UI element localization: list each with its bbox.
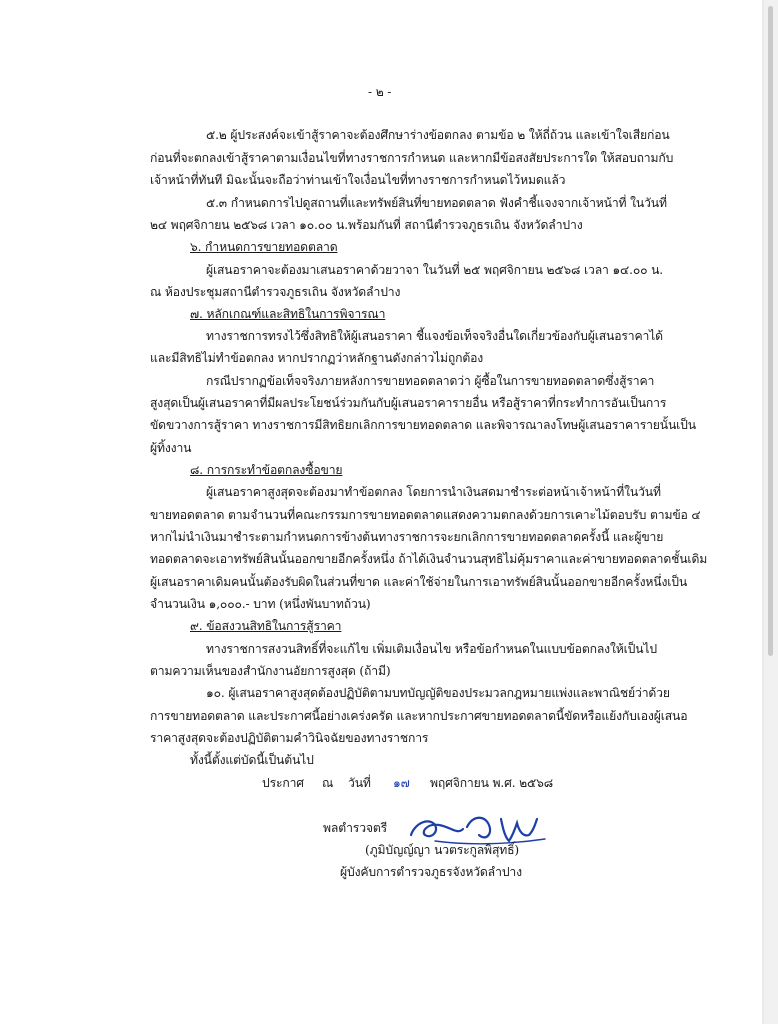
announce-at: ณ [322,776,334,790]
announce-day: ๑๗ [393,776,410,790]
clause-5-2-line-3: เจ้าหน้าที่ทันที มิฉะนั้นจะถือว่าท่านเข้าใจเงื่อนไขที่ทางราชการกำหนดไว้หมดแล้ว [150,173,566,187]
section-8-heading: ๘. การกระทำข้อตกลงซื้อขาย [190,463,343,477]
section-9-heading: ๙. ข้อสงวนสิทธิในการสู้ราคา [190,619,342,633]
section-8-line-6: จำนวนเงิน ๑,๐๐๐.- บาท (หนึ่งพันบาทถ้วน) [150,597,371,611]
vertical-scrollbar[interactable] [764,0,778,1024]
section-10-line-2: การขายทอดตลาด และประกาศนี้อย่างเคร่งครัด และหากประกาศขายทอดตลาดนี้ขัดหรือแย้งกับเองผู้เสนอ [150,709,688,723]
section-6-line-2: ณ ห้องประชุมสถานีตำรวจภูธรเถิน จังหวัดลำปาง [150,285,401,299]
section-9-line-2: ตามความเห็นของสำนักงานอัยการสูงสุด (ถ้ามี) [150,664,391,678]
announce-label: ประกาศ [262,776,304,790]
section-7-heading: ๗. หลักเกณฑ์และสิทธิในการพิจารณา [190,307,386,321]
section-10-line-3: ราคาสูงสุดจะต้องปฏิบัติตามคำวินิจฉัยของทางราชการ [150,731,429,745]
section-9-line-1: ทางราชการสงวนสิทธิ์ที่จะแก้ไข เพิ่มเติมเงื่อนไข หรือข้อกำหนดในแบบข้อตกลงให้เป็นไป [206,642,657,656]
section-7-p2-line-3: ขัดขวางการสู้ราคา ทางราชการมีสิทธิยกเลิกการขายทอดตลาด และพิจารณาลงโทษผู้เสนอราคารายนั้นเป็น [150,418,696,432]
section-8-line-4: ทอดตลาดจะเอาทรัพย์สินนั้นออกขายอีกครั้งหนึ่ง ถ้าได้เงินจำนวนสุทธิไม่คุ้มราคาและค่าขายทอดตลาดชั้นเดิม [150,552,708,566]
clause-5-3-line-2: ๒๔ พฤศจิกายน ๒๕๖๘ เวลา ๑๐.๐๐ น.พร้อมกันที่ สถานีตำรวจภูธรเถิน จังหวัดลำปาง [150,218,583,232]
announce-month-year: พฤศจิกายน พ.ศ. ๒๕๖๘ [430,776,553,790]
section-6-heading: ๖. กำหนดการขายทอดตลาด [190,240,338,254]
clause-5-2-line-2: ก่อนที่จะตกลงเข้าสู้ราคาตามเงื่อนไขที่ทางราชการกำหนด และหากมีข้อสงสัยประการใด ให้สอบถามกับ [150,151,674,165]
section-8-line-3: หากไม่นำเงินมาชำระตามกำหนดการข้างต้นทางราชการจะยกเลิกการขายทอดตลาดครั้งนี้ และผู้ขาย [150,530,664,544]
announce-day-label: วันที่ [348,776,371,790]
section-8-line-1: ผู้เสนอราคาสูงสุดจะต้องมาทำข้อตกลง โดยการนำเงินสดมาชำระต่อหน้าเจ้าหน้าที่ในวันที่ [206,485,661,499]
scrollbar-thumb[interactable] [768,6,773,656]
page-number: - ๒ - [368,85,392,99]
section-7-p2-line-4: ผู้ทิ้งงาน [150,441,192,455]
section-7-p2-line-1: กรณีปรากฏข้อเท็จจริงภายหลังการขายทอดตลาดว่า ผู้ซื้อในการขายทอดตลาดซึ่งสู้ราคา [206,374,655,388]
section-7-p1-line-1: ทางราชการทรงไว้ซึ่งสิทธิให้ผู้เสนอราคา ชี้แจงข้อเท็จจริงอื่นใดเกี่ยวข้องกับผู้เสนอราคาได้ [206,329,663,343]
section-8-line-2: ขายทอดตลาด ตามจำนวนที่คณะกรรมการขายทอดตลาดแสดงความตกลงด้วยการเคาะไม้ตอบรับ ตามข้อ ๔ [150,508,701,522]
clause-5-2-line-1: ๕.๒ ผู้ประสงค์จะเข้าสู้ราคาจะต้องศึกษาร่างข้อตกลง ตามข้อ ๒ ให้ถี่ถ้วน และเข้าใจเสียก่อน [206,128,670,142]
clause-5-3-line-1: ๕.๓ กำหนดการไปดูสถานที่และทรัพย์สินที่ขายทอดตลาด ฟังคำชี้แจงจากเจ้าหน้าที่ ในวันที่ [206,196,667,210]
closing-statement: ทั้งนี้ตั้งแต่บัดนี้เป็นต้นไป [190,753,314,767]
section-6-line-1: ผู้เสนอราคาจะต้องมาเสนอราคาด้วยวาจา ในวันที่ ๒๕ พฤศจิกายน ๒๕๖๘ เวลา ๑๔.๐๐ น. [206,263,664,277]
section-7-p2-line-2: สูงสุดเป็นผู้เสนอราคาที่มีผลประโยชน์ร่วมกันกับผู้เสนอราคารายอื่น หรือสู้ราคาที่กระทำการอันเป็นการ [150,396,667,410]
signatory-position: ผู้บังคับการตำรวจภูธรจังหวัดลำปาง [340,865,522,879]
section-7-p1-line-2: และมีสิทธิไม่ทำข้อตกลง หากปรากฏว่าหลักฐานดังกล่าวไม่ถูกต้อง [150,351,484,365]
section-10-line-1: ๑๐. ผู้เสนอราคาสูงสุดต้องปฏิบัติตามบทบัญญัติของประมวลกฎหมายแพ่งและพาณิชย์ว่าด้วย [206,686,670,700]
signatory-rank: พลตำรวจตรี [323,821,388,835]
signatory-name: (ภูมิบัญญ์ญา นวตระกูลพิสุทธิ์) [365,843,520,857]
section-8-line-5: ผู้เสนอราคาเดิมคนนั้นต้องรับผิดในส่วนที่ขาด และค่าใช้จ่ายในการเอาทรัพย์สินนั้นออกขายอีกครั้งหนึ่งเป็น [150,575,688,589]
